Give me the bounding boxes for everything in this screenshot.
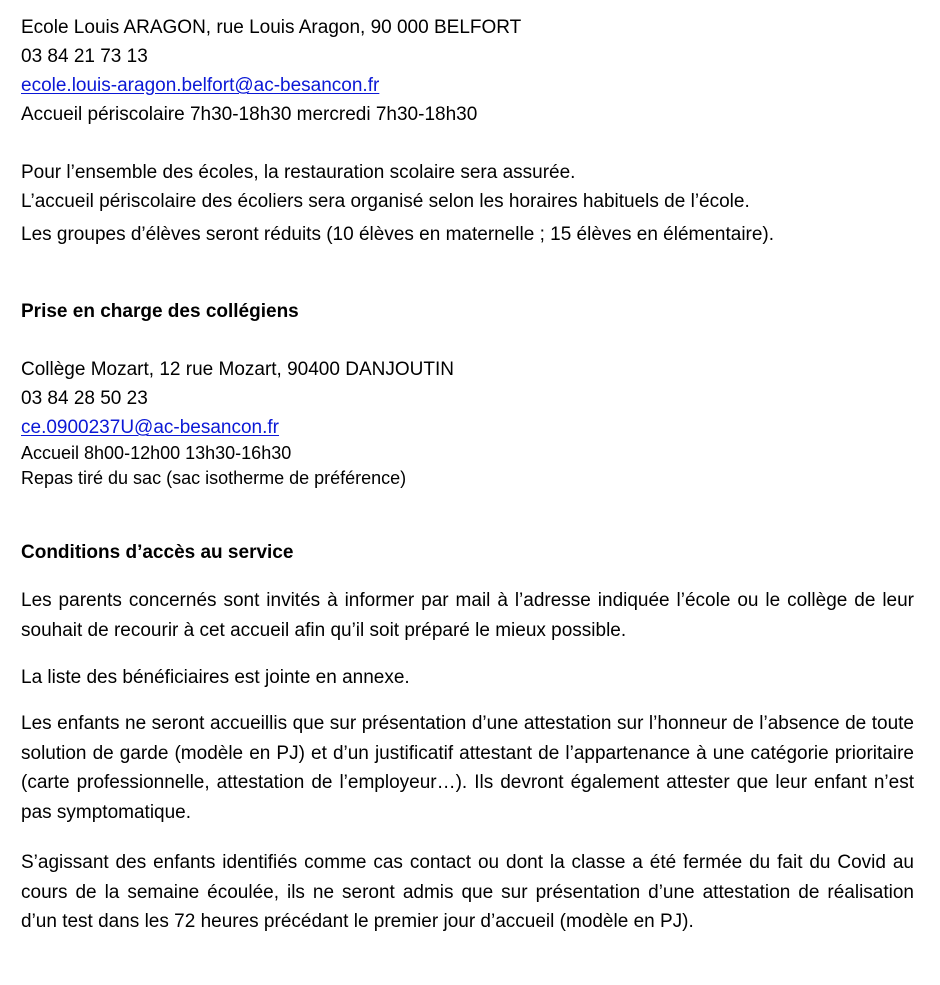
ecole-hours: Accueil périscolaire 7h30-18h30 mercredi 7h30-18h30 xyxy=(21,104,478,125)
college-email-link[interactable]: ce.0900237U@ac-besancon.fr xyxy=(21,417,280,438)
ecole-address: Ecole Louis ARAGON, rue Louis Aragon, 90 000 BELFORT xyxy=(21,17,522,38)
ecole-email-link[interactable]: ecole.louis-aragon.belfort@ac-besancon.fr xyxy=(21,75,380,96)
college-address: Collège Mozart, 12 rue Mozart, 90400 DANJOUTIN xyxy=(21,359,454,380)
conditions-paragraph-3: Les enfants ne seront accueillis que sur présentation d’une attestation sur l’honneur de l’absence de toute solution de garde (modèle en PJ) et d’un justificatif attestant de l’appartenance à une catégorie prioritaire (carte professionnelle, attestation de l’employeur…). Ils devront également attester que leur enfant n’est pas symptomatique. xyxy=(21,713,914,823)
conditions-heading: Conditions d’accès au service xyxy=(21,542,294,563)
college-meal: Repas tiré du sac (sac isotherme de préférence) xyxy=(21,468,407,488)
college-phone: 03 84 28 50 23 xyxy=(21,388,148,409)
conditions-paragraph-4: S’agissant des enfants identifiés comme cas contact ou dont la classe a été fermée du fait du Covid au cours de la semaine écoulée, ils ne seront admis que sur présentation d’une attestation de réalisation d’un test dans les 72 heures précédant le premier jour d’accueil (modèle en PJ). xyxy=(21,852,914,932)
college-heading: Prise en charge des collégiens xyxy=(21,301,299,322)
general-line-periscolaire: L’accueil périscolaire des écoliers sera organisé selon les horaires habituels de l’école. xyxy=(21,191,750,212)
conditions-paragraph-2: La liste des bénéficiaires est jointe en annexe. xyxy=(21,667,410,688)
conditions-paragraph-1: Les parents concernés sont invités à informer par mail à l’adresse indiquée l’école ou le collège de leur souhait de recourir à cet accueil afin qu’il soit préparé le mieux possible. xyxy=(21,590,914,641)
general-line-restauration: Pour l’ensemble des écoles, la restauration scolaire sera assurée. xyxy=(21,162,576,183)
general-line-groupes: Les groupes d’élèves seront réduits (10 élèves en maternelle ; 15 élèves en élémentaire). xyxy=(21,224,775,245)
ecole-phone: 03 84 21 73 13 xyxy=(21,46,148,67)
college-hours: Accueil 8h00-12h00 13h30-16h30 xyxy=(21,443,292,463)
